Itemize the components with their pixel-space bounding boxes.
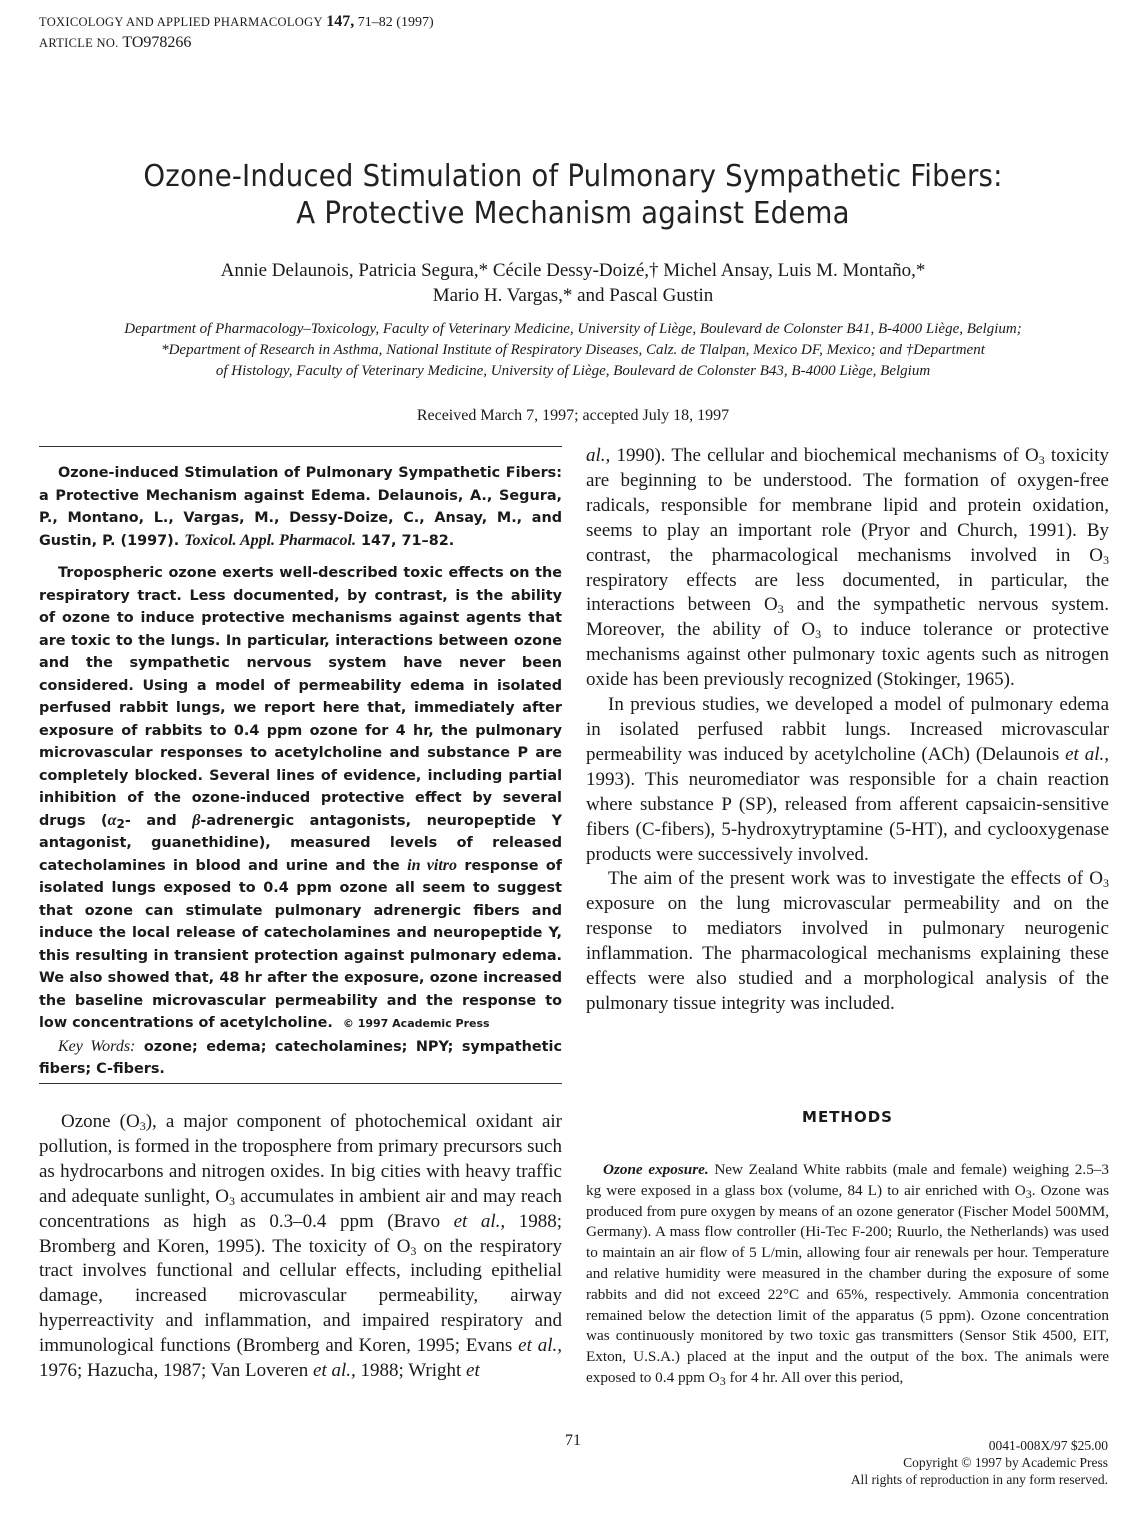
methods-paragraph-1 xyxy=(586,1160,1109,1389)
o3-subscript: 3 xyxy=(777,602,784,617)
author-line-2: Mario H. Vargas,* and Pascal Gustin xyxy=(432,285,714,306)
beta-symbol: β xyxy=(192,811,201,829)
al-continued: al., xyxy=(586,445,611,466)
et-al-continued: et xyxy=(466,1360,480,1382)
o3-subscript: 3 xyxy=(719,1373,726,1388)
journal-pages: 71–82 (1997) xyxy=(357,15,434,30)
alpha-subscript: 2 xyxy=(116,816,125,831)
intro-paragraph-1 xyxy=(39,1110,562,1384)
journal-name: TOXICOLOGY AND APPLIED PHARMACOLOGY xyxy=(39,15,323,29)
methods-heading: METHODS xyxy=(802,1108,893,1126)
intro-left-t7: 1988; Wright xyxy=(355,1360,467,1382)
footer-copyright: Copyright © 1997 by Academic Press xyxy=(903,1455,1108,1470)
paper-title-line-2: A Protective Mechanism against Edema xyxy=(296,196,850,231)
o3-subscript: 3 xyxy=(1038,453,1045,467)
intro-left-t6: 1976; Hazucha, 1987; Van Loveren xyxy=(39,1360,314,1382)
author-line-1: Annie Delaunois, Patricia Segura,* Cécile Dessy-Doizé,† Michel Ansay, Luis M. Montaño,* xyxy=(220,260,926,281)
abstract-text-1: Tropospheric ozone exerts well-described toxic effects on the respiratory tract. Less documented, by contrast, is the ability of ozone to induce protective mechanisms against agents that are toxic to the lungs. In particular, interactions between ozone and the sympathetic nervous system have never been considered. Using a model of permeability edema in isolated perfused rabbit lungs, we report here that, immediately after exposure of rabbits to 0.4 ppm ozone for 4 hr, the pulmonary microvascular responses to acetylcholine and substance P are completely blocked. Several lines of evidence, including partial inhibition of the ozone-induced protective effect by several drugs ( xyxy=(39,565,562,829)
abstract-text-2: - and xyxy=(124,812,193,829)
abstract-copyright: © 1997 Academic Press xyxy=(342,1017,490,1030)
o3-formula: O xyxy=(396,1235,411,1257)
intro-right-p3-b: exposure on the lung microvascular permeability and on the response to mediators involved in pulmonary neurogenic inflammation. The pharmacological mechanisms explaining these effects were also studied and a morphological analysis of the pulmonary tissue integrity was included. xyxy=(586,893,1109,1014)
o3-formula: O xyxy=(1014,1181,1026,1199)
footer-copyright-block xyxy=(851,1437,1108,1488)
intro-right-p1-d: respiratory effects are less documented, in particular, the interactions between xyxy=(586,569,1109,616)
intro-right-p1-e: and the sympathetic nervous system. Moreover, the ability of xyxy=(586,594,1110,641)
affiliation-line-2: *Department of Research in Asthma, National Institute of Respiratory Diseases, Calz. de Tlalpan, Mexico DF, Mexico; and †Department xyxy=(161,342,985,358)
abstract-citation xyxy=(39,462,562,552)
journal-citation-line xyxy=(39,12,434,33)
o3-subscript: 3 xyxy=(229,1193,235,1208)
intro-left-t5: on the respiratory tract involves functional and cellular effects, including epithelial damage, increased microvascular permeability, airway hyperreactivity and inflammation, and impaired respiratory and immunological functions (Bromberg and Koren, 1995; Evans xyxy=(39,1235,563,1357)
in-vitro-term: in vitro xyxy=(407,856,458,874)
o3-formula: O xyxy=(1089,544,1103,566)
o3-subscript: 3 xyxy=(1025,1186,1032,1201)
intro-right-p2-a: In previous studies, we developed a model of pulmonary edema in isolated perfused rabbit lungs. Increased microvascular permeability was induced by acetylcholine (ACh) (Delaunois xyxy=(586,694,1109,765)
methods-m3: for 4 hr. All over this period, xyxy=(725,1368,904,1386)
o3-formula: O xyxy=(1089,868,1103,890)
o3-formula: O xyxy=(801,619,816,641)
paper-title-line-1: Ozone-Induced Stimulation of Pulmonary Sympathetic Fibers: xyxy=(143,159,1003,194)
intro-right-column xyxy=(586,444,1109,1017)
et-al: et al., xyxy=(313,1360,356,1382)
abstract-top-rule xyxy=(39,446,562,447)
o3-subscript: 3 xyxy=(1103,876,1109,891)
intro-right-p1-f: to induce tolerance or protective mechanisms against other pulmonary toxic agents such as nitrogen oxide has been previously recognized (Stokinger, 1965). xyxy=(586,619,1109,691)
et-al: et al., xyxy=(518,1335,562,1357)
o3-subscript: 3 xyxy=(139,1119,146,1133)
et-al: et al., xyxy=(453,1210,506,1232)
o3-subscript: 3 xyxy=(410,1243,417,1258)
o3-formula: O xyxy=(764,594,778,616)
affiliation-line-3: of Histology, Faculty of Veterinary Medicine, University of Liège, Boulevard de Colonster B43, B-4000 Liège, Belgium xyxy=(215,363,931,379)
journal-header xyxy=(39,12,434,53)
keywords-text: ozone; edema; catecholamines; NPY; sympathetic fibers; C-fibers. xyxy=(39,1038,562,1077)
intro-right-paragraph-2 xyxy=(586,693,1109,867)
alpha-symbol: α xyxy=(107,811,117,829)
o3-formula: O xyxy=(708,1368,720,1386)
affiliations xyxy=(0,319,1146,382)
intro-left-t4: 1988; Bromberg and Koren, 1995). The toxicity of xyxy=(39,1210,563,1257)
abstract-text-4: response of isolated lungs exposed to 0.4 ppm ozone all seem to suggest that ozone can stimulate pulmonary adrenergic fibers and induce the local release of catecholamines and neuropeptide Y, this resulting in transient protection against pulmonary edema. We also showed that, 48 hr after the exposure, ozone increased the baseline microvascular permeability and the response to low concentrations of acetylcholine. xyxy=(39,857,563,1031)
footer-rights: All rights of reproduction in any form reserved. xyxy=(850,1472,1108,1487)
intro-left-t1: Ozone ( xyxy=(61,1111,126,1132)
o3-formula: O xyxy=(215,1185,229,1207)
abstract-citation-text: Ozone-induced Stimulation of Pulmonary Sympathetic Fibers: a Protective Mechanism against Edema. Delaunois, A., Segura, P., Montano, L., Vargas, M., Dessy-Doize, C., Ansay, M., and Gustin, P. (1997). xyxy=(39,465,562,549)
abstract-body xyxy=(39,562,562,1036)
abstract-citation-volume: 147, xyxy=(360,532,397,549)
intro-right-p3-a: The aim of the present work was to investigate the effects of xyxy=(608,868,1090,890)
abstract-citation-pages: 71–82. xyxy=(401,532,455,549)
issn-price: 0041-008X/97 $25.00 xyxy=(988,1438,1108,1453)
abstract-text-3: -adrenergic antagonists, neuropeptide Y antagonist, guanethidine), measured levels of released catecholamines in blood and urine and the xyxy=(39,812,563,874)
author-list xyxy=(0,258,1146,308)
intro-left-t3: accumulates in ambient air and may reach concentrations as high as 0.3–0.4 ppm (Bravo xyxy=(39,1185,562,1232)
methods-lead: Ozone exposure. xyxy=(603,1161,709,1178)
keywords xyxy=(39,1036,562,1081)
paper-title xyxy=(0,158,1146,232)
o3-formula: O xyxy=(1025,445,1039,466)
article-number-line xyxy=(39,33,434,53)
et-al: et al., xyxy=(1065,743,1109,765)
intro-left-column xyxy=(39,1110,562,1384)
o3-formula: O xyxy=(125,1111,140,1132)
abstract-bottom-rule xyxy=(39,1083,562,1084)
intro-right-p2-b: 1993). This neuromediator was responsible for a chain reaction where substance P (SP), released from afferent capsaicin-sensitive fibers (C-fibers), 5-hydroxytryptamine (5-HT), and cyclooxygenase products were successively involved. xyxy=(586,768,1109,865)
methods-m2: . Ozone was produced from pure oxygen by means of an ozone generator (Fischer Model 500MM, Germany). A mass flow controller (Hi-Tec F-200; Ruurlo, the Netherlands) was used to maintain an air flow of 5 L/min, allowing four air renewals per hour. Temperature and relative humidity were measured in the chamber during the exposure of some rabbits and did not exceed 22°C and 65%, respectively. Ammonia concentration remained below the detection limit of the apparatus (5 ppm). Ozone concentration was continuously monitored by two toxic gas transmitters (Sensor Stik 4500, EIT, Exton, U.S.A.) placed at the input and the output of the box. The animals were exposed to 0.4 ppm xyxy=(586,1181,1109,1386)
article-number: TO978266 xyxy=(122,34,192,51)
o3-subscript: 3 xyxy=(1103,552,1109,567)
article-label: ARTICLE NO. xyxy=(39,36,119,50)
affiliation-line-1: Department of Pharmacology–Toxicology, Faculty of Veterinary Medicine, University of Liège, Boulevard de Colonster B41, B-4000 Liège, Belgium; xyxy=(124,321,1022,337)
intro-right-paragraph-1 xyxy=(586,444,1109,693)
intro-right-paragraph-3 xyxy=(586,867,1109,1016)
received-date: Received March 7, 1997; accepted July 18, 1997 xyxy=(416,407,730,424)
methods-text xyxy=(586,1160,1109,1389)
intro-right-p1-b: 1990). The cellular and biochemical mechanisms of xyxy=(610,445,1026,466)
page-number: 71 xyxy=(565,1432,581,1449)
o3-subscript: 3 xyxy=(815,627,822,642)
intro-right-p1-c: toxicity are beginning to be understood. The formation of oxygen-free radicals, responsible for membrane lipid and protein oxidation, seems to play an important role (Pryor and Church, 1991). By contrast, the pharmacological mechanisms involved in xyxy=(586,445,1109,566)
intro-left-t2: ), a major component of photochemical oxidant air pollution, is formed in the troposphere from primary precursors such as hydrocarbons and nitrogen oxides. In big cities with heavy traffic and adequate sunlight, xyxy=(39,1111,562,1207)
journal-volume: 147, xyxy=(326,13,355,30)
methods-m1: New Zealand White rabbits (male and female) weighing 2.5–3 kg were exposed in a glass box (volume, 84 L) to air enriched with xyxy=(586,1161,1109,1199)
abstract xyxy=(39,462,562,1081)
keywords-label: Key Words: xyxy=(58,1037,136,1055)
abstract-journal: Toxicol. Appl. Pharmacol. xyxy=(184,531,356,549)
